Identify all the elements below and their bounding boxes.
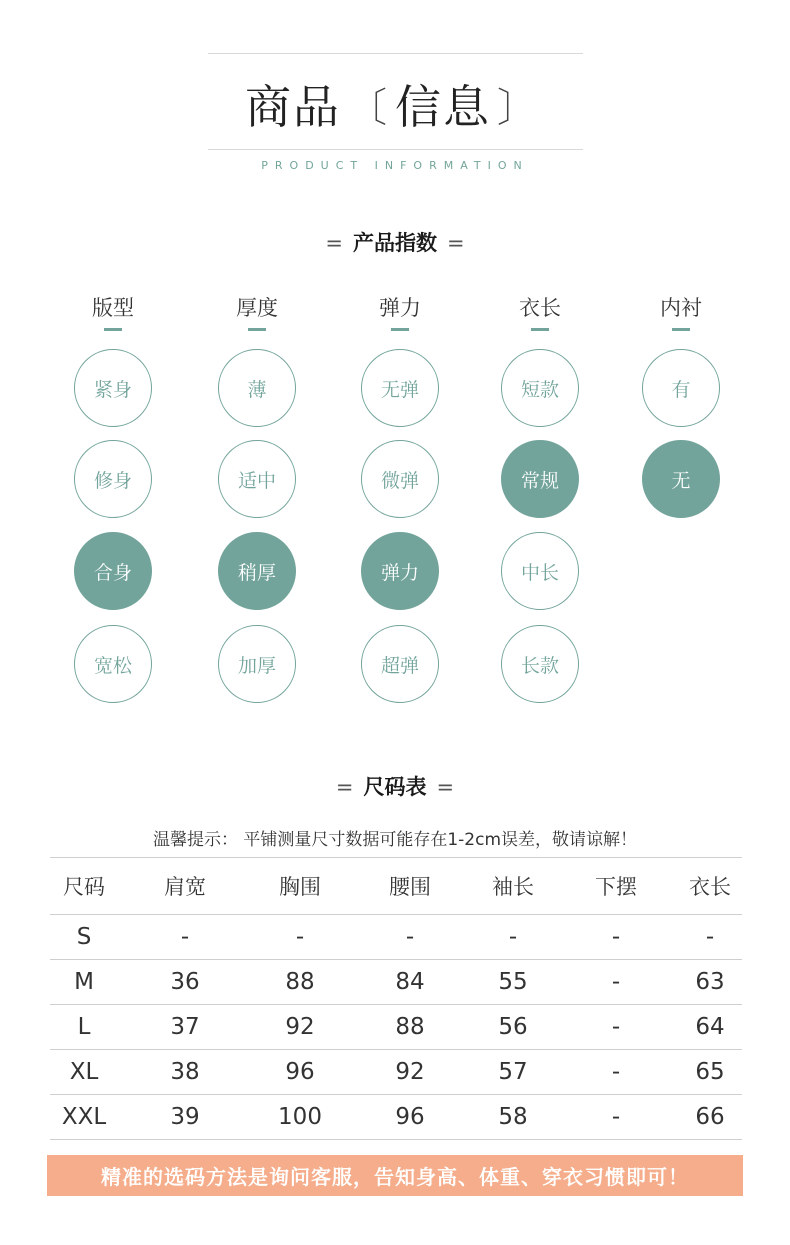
heading-eq-right: = (436, 775, 455, 799)
table-cell: 100 (252, 1095, 348, 1140)
page-title (0, 72, 790, 136)
size-table (50, 857, 742, 1140)
index-column-underline (104, 328, 122, 331)
size-table-header-cell: 衣长 (678, 858, 742, 915)
index-option: 长款 (501, 625, 579, 703)
index-option: 适中 (218, 440, 296, 518)
table-cell: M (50, 960, 118, 1005)
index-option: 中长 (501, 532, 579, 610)
index-option: 紧身 (74, 349, 152, 427)
index-column-label: 衣长 (519, 296, 561, 320)
title-left: 商品 (245, 80, 341, 134)
table-cell: 39 (118, 1095, 252, 1140)
table-cell: 64 (678, 1005, 742, 1050)
index-option-selected: 稍厚 (218, 532, 296, 610)
title-right: 信息 (395, 80, 491, 134)
table-cell: - (678, 915, 742, 960)
size-table-header-cell: 腰围 (348, 858, 472, 915)
index-option: 有 (642, 349, 720, 427)
index-option: 薄 (218, 349, 296, 427)
index-option: 宽松 (74, 625, 152, 703)
heading-eq-left: = (325, 231, 343, 255)
header-bottom-rule (208, 149, 583, 150)
page-subtitle: PRODUCT INFORMATION (261, 159, 529, 172)
size-table-body (50, 915, 742, 1140)
heading-eq-left: = (335, 775, 354, 799)
size-table-header-cell: 胸围 (252, 858, 348, 915)
size-table-header-cell: 下摆 (554, 858, 678, 915)
index-column-label: 厚度 (236, 296, 278, 320)
index-column-underline (531, 328, 549, 331)
size-chart-heading (0, 771, 790, 801)
table-cell: - (118, 915, 252, 960)
index-option: 无弹 (361, 349, 439, 427)
index-column-underline (248, 328, 266, 331)
table-cell: 92 (348, 1050, 472, 1095)
table-cell: 88 (348, 1005, 472, 1050)
index-column-underline (672, 328, 690, 331)
table-cell: 84 (348, 960, 472, 1005)
table-cell: 96 (252, 1050, 348, 1095)
index-column-underline (391, 328, 409, 331)
index-column-label: 弹力 (379, 296, 421, 320)
table-cell: - (554, 1095, 678, 1140)
table-cell: - (554, 960, 678, 1005)
title-bracket-open: 〔 (347, 84, 389, 131)
table-cell: XXL (50, 1095, 118, 1140)
table-cell: 66 (678, 1095, 742, 1140)
product-index-title: 产品指数 (353, 231, 437, 255)
table-cell: 36 (118, 960, 252, 1005)
table-row (50, 1050, 742, 1095)
header-top-rule (208, 53, 583, 54)
title-bracket-close: 〕 (497, 84, 539, 131)
table-cell: 37 (118, 1005, 252, 1050)
index-option-selected: 合身 (74, 532, 152, 610)
index-option: 修身 (74, 440, 152, 518)
index-option-selected: 无 (642, 440, 720, 518)
table-cell: 55 (472, 960, 554, 1005)
table-cell: 56 (472, 1005, 554, 1050)
table-cell: S (50, 915, 118, 960)
index-option-selected: 常规 (501, 440, 579, 518)
table-row (50, 1005, 742, 1050)
table-cell: 65 (678, 1050, 742, 1095)
size-table-header-cell: 袖长 (472, 858, 554, 915)
measurement-tip: 温馨提示： 平铺测量尺寸数据可能存在1-2cm误差，敬请谅解！ (152, 830, 638, 850)
size-table-header (50, 858, 742, 915)
size-table-header-cell: 尺码 (50, 858, 118, 915)
table-cell: - (554, 915, 678, 960)
index-option: 超弹 (361, 625, 439, 703)
index-option-selected: 弹力 (361, 532, 439, 610)
size-table-header-cell: 肩宽 (118, 858, 252, 915)
table-cell: - (348, 915, 472, 960)
product-index-heading (0, 227, 790, 257)
index-column-label: 版型 (92, 296, 134, 320)
table-cell: XL (50, 1050, 118, 1095)
table-row (50, 915, 742, 960)
table-cell: 63 (678, 960, 742, 1005)
table-cell: 38 (118, 1050, 252, 1095)
table-cell: 92 (252, 1005, 348, 1050)
index-option: 微弹 (361, 440, 439, 518)
table-cell: 57 (472, 1050, 554, 1095)
advice-banner: 精准的选码方法是询问客服，告知身高、体重、穿衣习惯即可！ (47, 1155, 743, 1196)
index-option: 短款 (501, 349, 579, 427)
table-cell: - (252, 915, 348, 960)
table-cell: 58 (472, 1095, 554, 1140)
table-cell: L (50, 1005, 118, 1050)
table-row (50, 960, 742, 1005)
table-cell: - (554, 1005, 678, 1050)
table-cell: - (554, 1050, 678, 1095)
table-row (50, 1095, 742, 1140)
size-chart-title: 尺码表 (363, 775, 427, 799)
table-cell: - (472, 915, 554, 960)
table-cell: 88 (252, 960, 348, 1005)
table-cell: 96 (348, 1095, 472, 1140)
index-column-label: 内衬 (660, 296, 702, 320)
index-option: 加厚 (218, 625, 296, 703)
heading-eq-right: = (447, 231, 465, 255)
